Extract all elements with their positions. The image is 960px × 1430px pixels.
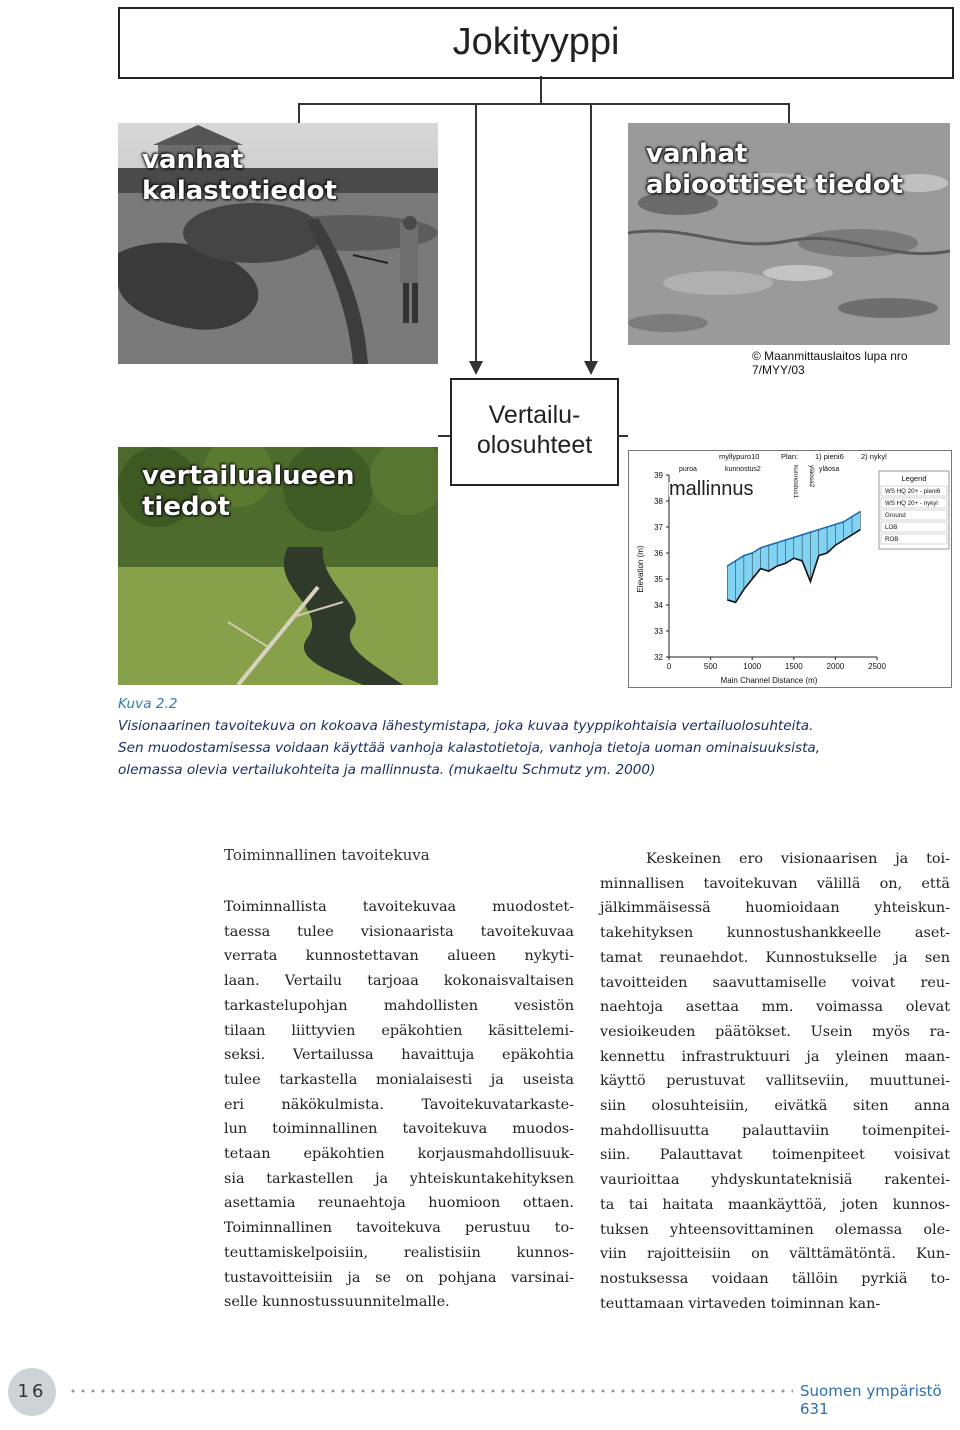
publication-name: Suomen ympäristö 631	[800, 1382, 942, 1418]
photo-old-fish-data	[118, 123, 438, 364]
y-tick-label: 35	[654, 575, 663, 584]
y-tick-label: 37	[654, 523, 663, 532]
x-tick-label: 1000	[743, 662, 762, 671]
legend-item: WS HQ 20+ - nykyl	[885, 500, 938, 507]
left-column-text	[224, 895, 574, 1315]
x-tick-label: 0	[666, 662, 672, 671]
text-line: tustavoitteisiin ja se on pohjana varsinai-	[224, 1269, 574, 1286]
y-tick-label: 39	[654, 471, 663, 480]
x-tick-label: 2000	[826, 662, 845, 671]
text-line: nostuksessa voidaan tällöin pyrkiä to-	[600, 1270, 950, 1287]
photo-label-old-abiotic-data: vanhat abioottiset tiedot	[646, 139, 904, 200]
reach-sublabel: puroa	[679, 466, 697, 473]
connector-line	[788, 103, 790, 123]
hydraulic-model-chart	[628, 450, 952, 688]
caption-line: olemassa olevia vertailukohteita ja mallinnusta. (mukaeltu Schmutz ym. 2000)	[118, 762, 656, 778]
text-line: taessa tulee visionaarista tavoitekuvaa	[224, 923, 574, 940]
section-heading: Toiminnallinen tavoitekuva	[224, 846, 430, 864]
y-tick-label: 32	[654, 653, 663, 662]
connector-line	[617, 435, 628, 437]
caption-label: Kuva 2.2	[118, 696, 178, 712]
x-tick-label: 2500	[868, 662, 886, 671]
connector-line	[298, 103, 788, 105]
reach-vertical-label: kunnostus1	[792, 465, 799, 499]
connector-line	[438, 435, 450, 437]
reach-label: Plan:	[781, 452, 799, 461]
model-label: mallinnus	[669, 478, 754, 500]
figure-title: Jokityyppi	[452, 21, 620, 63]
y-tick-label: 38	[654, 497, 663, 506]
text-line: vaurioittaa yhdyskuntateknisiä rakentei-	[600, 1172, 950, 1189]
text-line: tetaan epäkohtien korjausmahdollisuuk-	[224, 1146, 574, 1163]
text-line: jälkimmäisessä huomioidaan yhteiskun-	[600, 900, 950, 917]
legend-item: WS HQ 20+ - pieni6	[885, 488, 941, 495]
text-line: käyttö perustuvat vallitseviin, muuttunei-	[600, 1073, 950, 1090]
photo-label-old-fish-data: vanhat kalastotiedot	[142, 145, 337, 206]
text-line: teuttamaan virtaveden toiminnan kan-	[600, 1295, 881, 1312]
text-line: takehityksen kunnostushankkeelle aset-	[600, 925, 950, 942]
text-line: ta tai haitata maankäyttöä, joten kunnos-	[600, 1196, 950, 1213]
text-line: tilaan liittyvien epäkohtien käsittelemi-	[224, 1022, 574, 1039]
text-line: vesioikeuden päätökset. Usein myös ra-	[600, 1023, 950, 1040]
arrow-down-icon	[469, 361, 483, 375]
reach-sublabel: yläosa	[819, 466, 840, 473]
text-line: Toiminnallinen tavoitekuva perustuu to-	[224, 1220, 574, 1237]
connector-line	[540, 76, 542, 103]
y-tick-label: 36	[654, 549, 663, 558]
text-line: asettamia reunaehtoja huomioon ottaen.	[224, 1195, 574, 1212]
comparison-conditions-line1: Vertailu-	[488, 401, 581, 429]
connector-line	[298, 103, 300, 123]
connector-line	[590, 103, 592, 365]
arrow-down-icon	[584, 361, 598, 375]
x-tick-label: 1500	[784, 662, 803, 671]
text-line: viin rajoitteisiin on välttämätöntä. Kun-	[600, 1246, 950, 1263]
text-line: tavoitteiden saavuttamiselle voivat reu-	[600, 974, 950, 991]
legend-item: Ground	[885, 512, 906, 519]
legend-title: Legend	[901, 474, 927, 483]
connector-line	[475, 103, 477, 365]
y-tick-label: 34	[654, 601, 663, 610]
figure-caption	[118, 693, 918, 781]
caption-line: Sen muodostamisessa voidaan käyttää vanhoja kalastotietoja, vanhoja tietoja uoman ominaisuuksista,	[118, 740, 821, 756]
caption-line: Visionaarinen tavoitekuva on kokoava lähestymistapa, joka kuvaa tyyppikohtaisia vertailuolosuhteita.	[118, 718, 814, 734]
page-number: 16	[8, 1368, 56, 1416]
reach-label: 1) pieni6	[815, 452, 844, 461]
text-line: Keskeinen ero visionaarisen ja toi-	[646, 851, 950, 867]
comparison-conditions-box	[450, 378, 619, 486]
text-line: eri näkökulmista. Tavoitekuvatarkaste-	[224, 1096, 574, 1113]
text-line: siin. Palauttavat toimenpiteet voisivat	[600, 1147, 950, 1164]
text-line: lun toiminnallinen tavoitekuva muodos-	[224, 1121, 574, 1138]
y-tick-label: 33	[654, 627, 663, 636]
photo-reference-area	[118, 447, 438, 685]
photo-label-reference-area: vertailualueen tiedot	[142, 461, 355, 522]
text-line: tamat reunaehdot. Kunnostukselle ja sen	[600, 949, 950, 966]
map-credit: © Maanmittauslaitos lupa nro 7/MYY/03	[752, 349, 908, 377]
text-line: siin olosuhteisiin, eivätkä siten anna	[600, 1098, 950, 1115]
photo-old-abiotic-data	[628, 123, 950, 345]
text-line: laan. Vertailu tarjoaa kokonaisvaltaisen	[224, 973, 574, 990]
text-line: sia tarkastellen ja yhteiskuntakehityksen	[224, 1170, 574, 1187]
reach-label: myllypuro10	[719, 452, 760, 461]
text-line: tulee tarkastella monialaisesti ja useista	[224, 1071, 574, 1088]
text-line: tarkastelupohjan mahdollisten vesistön	[224, 997, 574, 1014]
text-line: selle kunnostussuunnitelmalle.	[224, 1294, 450, 1311]
legend-item: ROB	[885, 536, 899, 543]
text-line: naehtoja asettaa mm. voimassa olevat	[600, 999, 950, 1016]
right-column-text	[600, 847, 950, 1316]
text-line: mahdollisuutta palauttaviin toimenpitei-	[600, 1122, 950, 1139]
text-line: kennettu infrastruktuuri ja yleinen maan-	[600, 1048, 950, 1065]
text-line: seksi. Vertailussa havaittuja epäkohtia	[224, 1047, 574, 1064]
x-axis-label: Main Channel Distance (m)	[720, 676, 818, 685]
footer-dotted-rule	[68, 1388, 793, 1394]
text-line: teuttamiskelpoisiin, realistisiin kunnos-	[224, 1244, 574, 1261]
reach-vertical-label: yläosa2	[808, 465, 815, 488]
reach-sublabel: kunnostus2	[725, 466, 761, 473]
comparison-conditions-line2: olosuhteet	[476, 431, 593, 459]
legend-item: LOB	[885, 524, 898, 531]
text-line: tuksen yhteensovittaminen olemassa ole-	[600, 1221, 950, 1238]
reach-label: 2) nykyl	[861, 452, 887, 461]
text-line: Toiminnallista tavoitekuvaa muodostet-	[224, 899, 574, 915]
text-line: verrata kunnostettavan alueen nykyti-	[224, 948, 574, 965]
x-tick-label: 500	[703, 662, 718, 671]
chart-svg	[629, 451, 951, 687]
figure-title-box	[118, 7, 954, 79]
y-axis-label: Elevation (m)	[636, 545, 645, 593]
comparison-conditions-label	[452, 400, 617, 460]
text-line: minnallisen tavoitekuvan välillä on, että	[600, 875, 950, 892]
